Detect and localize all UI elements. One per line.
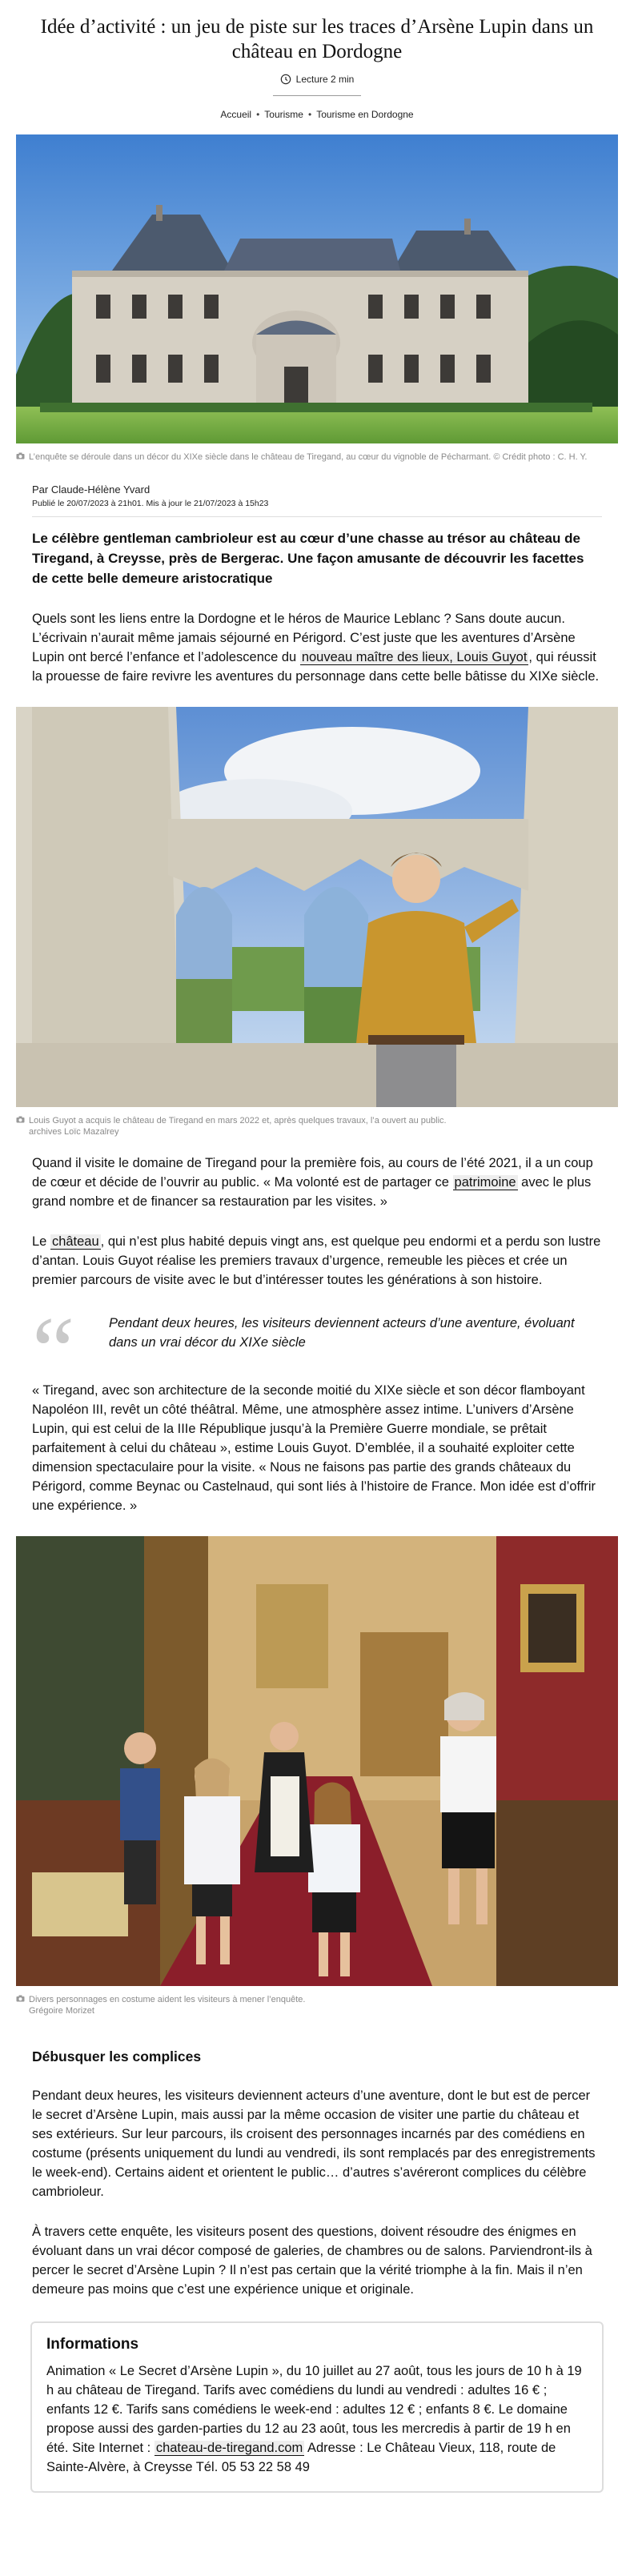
info-box-text — [46, 2361, 588, 2477]
inline-link-louis-guyot[interactable]: nouveau maître des lieux, Louis Guyot — [301, 650, 528, 664]
paragraph-text: Le — [32, 1234, 50, 1249]
article-lede: Le célèbre gentleman cambrioleur est au cœur d’une chasse au trésor au château de Tiregand, à Creysse, près de Bergerac. Une façon amusante de découvrir les facettes de cette belle demeure aristocratique — [32, 531, 584, 586]
info-box — [30, 2321, 604, 2493]
info-text: Adresse : Le Château Vieux, 118, route de Sainte-Alvère, à Creysse Tél. 05 53 22 58 49 — [46, 2441, 556, 2474]
inline-link-chateau[interactable]: château — [51, 1234, 99, 1249]
paragraph-text: Quand il visite le domaine de Tiregand pour la première fois, au cours de l’été 2021, il a un coup de cœur et décide de l’ouvrir au public. « Ma volonté est de partager ce — [32, 1156, 593, 1190]
pull-quote-text: Pendant deux heures, les visiteurs deviennent acteurs d’une aventure, évoluant dans un vrai décor du XIXe siècle — [109, 1316, 575, 1350]
quote-mark-icon: “ — [32, 1297, 75, 1403]
caption-text: Louis Guyot a acquis le château de Tiregand en mars 2022 et, après quelques travaux, l’a ouvert au public. — [29, 1116, 447, 1125]
breadcrumb-tourisme-dordogne[interactable]: Tourisme en Dordogne — [316, 109, 414, 120]
camera-icon — [16, 1995, 25, 2002]
body-paragraph: À travers cette enquête, les visiteurs posent des questions, doivent résoudre des énigmes en évoluant dans un vrai décor composé de galeries, de chambres ou de salons. Parviendront-ils à percer le secret d’Arsène Lupin ? Il n’est pas certain que la vérité triomphe à la fin. Mais il n’en demeure pas moins que c’est une expérience unique et originale. — [32, 2225, 592, 2297]
info-box-heading: Informations — [46, 2336, 139, 2353]
title-divider — [273, 95, 361, 96]
publish-dates: Publié le 20/07/2023 à 21h01. Mis à jour le 21/07/2023 à 15h23 — [32, 499, 269, 508]
camera-icon — [16, 452, 25, 459]
body-paragraph — [32, 1232, 602, 1290]
camera-icon — [16, 1116, 25, 1123]
breadcrumb-tourisme[interactable]: Tourisme — [264, 109, 303, 120]
caption-text: Divers personnages en costume aident les visiteurs à mener l’enquête. — [29, 1995, 306, 2004]
photo-caption — [29, 1994, 618, 2016]
chateau-exterior-photo[interactable] — [16, 134, 618, 443]
breadcrumb-home[interactable]: Accueil — [220, 109, 252, 120]
body-paragraph — [32, 609, 602, 686]
caption-credit: Grégoire Morizet — [29, 2006, 94, 2016]
paragraph-text: avec le plus grand nombre et de financer sa restauration par les visites. » — [32, 1175, 592, 1209]
page-title: Idée d’activité : un jeu de piste sur les traces d’Arsène Lupin dans un château en Dordogne — [40, 16, 594, 62]
reading-time — [280, 74, 355, 85]
reading-time-label: Lecture 2 min — [295, 74, 355, 85]
body-paragraph: Pendant deux heures, les visiteurs deviennent acteurs d’une aventure, dont le but est de percer le secret d’Arsène Lupin, mais aussi par la même occasion de visiter une partie du château et ses extérieurs. Sur leur parcours, ils croisent des personnages incarnés par des comédiens en costume (présents uniquement du lundi au vendredi, ils sont remplacés par des enregistrements le week-end). Certains aident et orientent le public… d’autres s’avéreront complices du célèbre cambrioleur. — [32, 2088, 596, 2199]
caption-text: L’enquête se déroule dans un décor du XIXe siècle dans le château de Tiregand, au cœur du vignoble de Pécharmant. © Crédit photo : C. H. Y. — [29, 452, 588, 462]
paragraph-text: , qui n’est plus habité depuis vingt ans, est quelque peu endormi et a perdu son lustre d’antan. Louis Guyot réalise les premiers travaux d’urgence, remeuble les pièces et crée un premier parcours de visite avec le but d’intéresser toutes les générations à son histoire. — [32, 1234, 601, 1287]
body-paragraph — [32, 1154, 602, 1211]
photo-caption — [29, 451, 618, 463]
louis-guyot-photo[interactable] — [16, 707, 618, 1107]
website-link[interactable]: chateau-de-tiregand.com — [155, 2441, 303, 2455]
body-paragraph: « Tiregand, avec son architecture de la seconde moitié du XIXe siècle et son décor flamboyant Napoléon III, revêt un côté théâtral. Même, une atmosphère assez intime. L’univers d’Arsène Lupin, qui est celui de la IIIe République jusqu’à la Première Guerre mondiale, se prêtait parfaitement à celui du château », estime Louis Guyot. D’emblée, il a souhaité exploiter cette dimension spectaculaire pour la visite. « Nous ne faisons pas partie des grands châteaux du Périgord, comme Beynac ou Castelnaud, qui sont liés à l’histoire de France. Mon idée est d’offrir une expérience. » — [32, 1383, 596, 1513]
info-text: Animation « Le Secret d’Arsène Lupin », du 10 juillet au 27 août, tous les jours de 10 h à 19 h au château de Tiregand. Tarifs avec comédiens du lundi au vendredi : adultes 16 € ; enfants 12 €. Tarifs sans comédiens le week-end : adultes 12 € ; enfants 8 €. Le domaine propose aussi des garden-parties du 12 au 23 août, tous les mercredis à partir de 19 h en été. Site Internet : — [46, 2364, 582, 2455]
article-header — [0, 0, 634, 120]
breadcrumb-separator: • — [307, 109, 312, 120]
breadcrumb-separator: • — [256, 109, 260, 120]
breadcrumb — [32, 109, 602, 120]
caption-credit: archives Loïc Mazalrey — [29, 1127, 119, 1137]
clock-icon — [280, 74, 291, 85]
section-heading: Débusquer les complices — [32, 2048, 202, 2064]
photo-caption — [29, 1115, 618, 1138]
pull-quote — [32, 1297, 602, 1403]
paragraph-text: , qui réussit la prouesse de faire revivre les aventures du personnage dans cette belle bâtisse du XIXe siècle. — [32, 650, 600, 684]
costumed-characters-photo[interactable] — [16, 1536, 618, 1986]
author-byline[interactable]: Par Claude-Hélène Yvard — [32, 484, 150, 496]
inline-link-patrimoine[interactable]: patrimoine — [454, 1175, 516, 1190]
paragraph-text: Quels sont les liens entre la Dordogne et le héros de Maurice Leblanc ? Sans doute aucun. L’écrivain n’aurait même jamais séjourné en Périgord. C’est juste que les aventures d’Arsène Lupin ont bercé l’enfance et l’adolescence du — [32, 612, 576, 664]
byline-divider — [32, 516, 602, 517]
